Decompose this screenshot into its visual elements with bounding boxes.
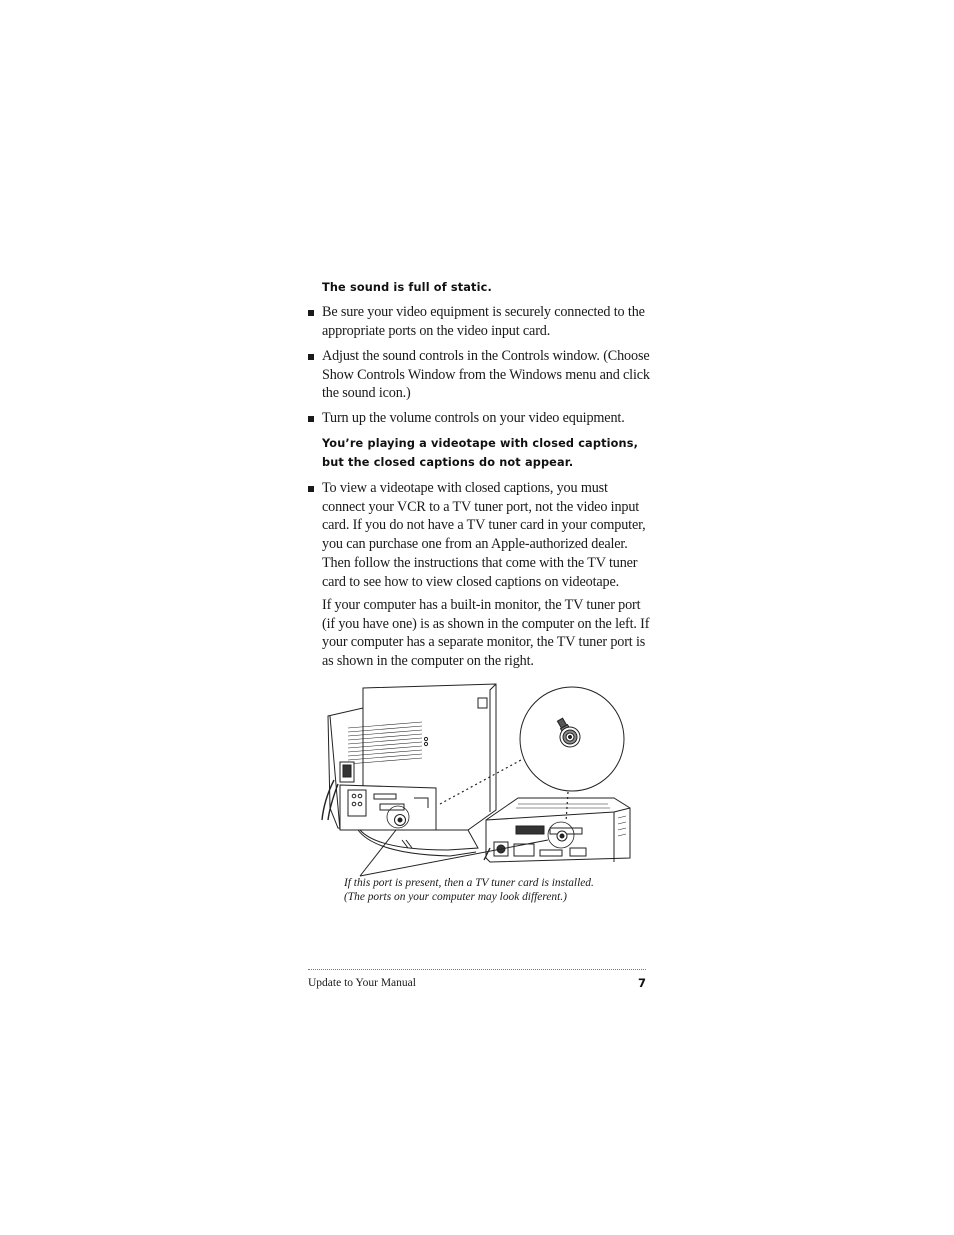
separate-monitor-computer-icon (484, 798, 630, 862)
footer-title: Update to Your Manual (308, 977, 416, 989)
bullet-text: Be sure your video equipment is securely connected to the appropriate ports on the video input card. (322, 304, 645, 339)
page-number: 7 (637, 976, 646, 990)
bullet-square-icon (308, 486, 314, 492)
heading-line: but the closed captions do not appear. (322, 456, 574, 469)
bullet-item (308, 479, 653, 591)
bullet-square-icon (308, 416, 314, 422)
bullet-item (308, 409, 653, 428)
built-in-monitor-computer-icon (322, 684, 496, 856)
bullet-square-icon (308, 310, 314, 316)
caption-line: If this port is present, then a TV tuner card is installed. (344, 877, 594, 889)
figure-caption (344, 876, 644, 904)
tv-tuner-port-zoom-icon (520, 687, 624, 791)
caption-line: (The ports on your computer may look different.) (344, 891, 567, 903)
bullet-text: To view a videotape with closed captions, you must connect your VCR to a TV tuner port, not the video input card. If you do not have a TV tuner card in your computer, you can purchase one from an Apple-authorized dealer. Then follow the instructions that come with the TV tuner card to see how to view closed captions on videotape. (322, 480, 646, 590)
bullet-item (308, 347, 653, 403)
bullet-square-icon (308, 354, 314, 360)
section-heading-static: The sound is full of static. (322, 281, 492, 294)
bullet-item (308, 303, 653, 340)
body-paragraph: If your computer has a built-in monitor, the TV tuner port (if you have one) is as shown in the computer on the left. If your computer has a separate monitor, the TV tuner port is as shown in the computer on the right. (322, 597, 650, 670)
bullet-text: Adjust the sound controls in the Controls window. (Choose Show Controls Window from the Windows menu and click the sound icon.) (322, 348, 650, 402)
tv-tuner-port-illustration (318, 680, 638, 880)
heading-line: You’re playing a videotape with closed captions, (322, 437, 639, 450)
section-heading-captions (322, 434, 638, 472)
bullet-text: Turn up the volume controls on your video equipment. (322, 410, 625, 426)
footer-divider (308, 969, 646, 970)
